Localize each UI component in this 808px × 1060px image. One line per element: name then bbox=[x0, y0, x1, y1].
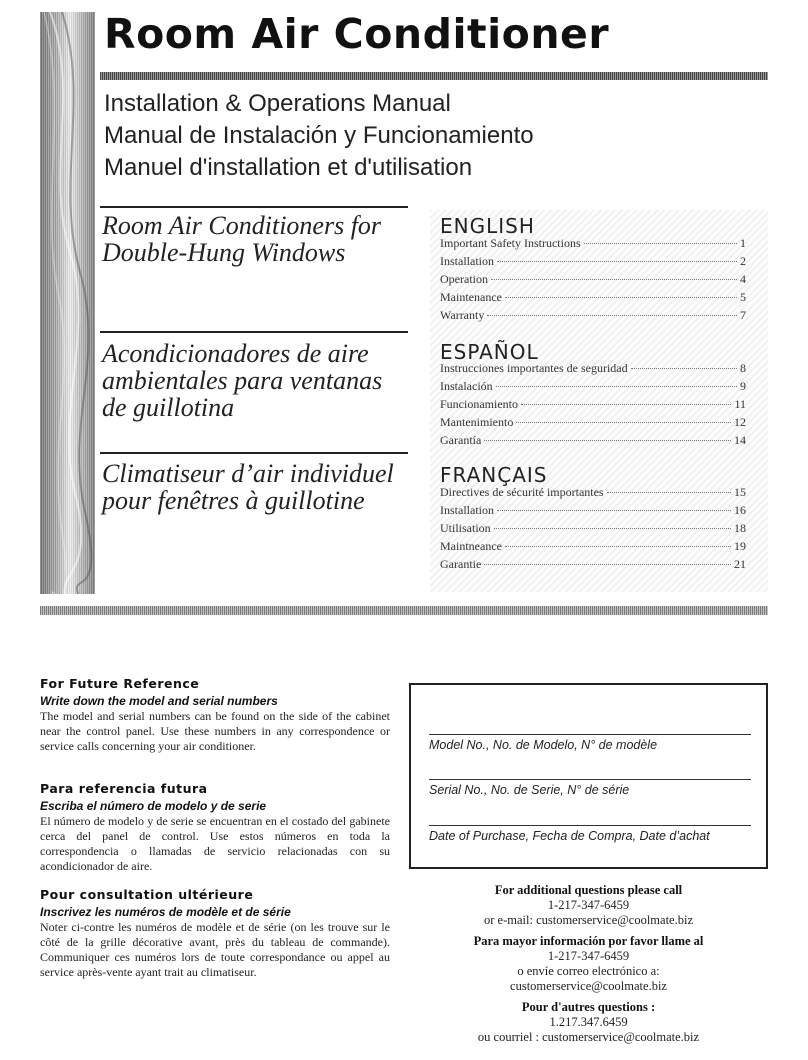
product-title-spanish bbox=[102, 340, 422, 421]
toc-entry[interactable] bbox=[440, 379, 746, 397]
product-rule bbox=[100, 331, 408, 333]
toc-entry-label: Important Safety Instructions bbox=[440, 236, 581, 250]
dot-leader bbox=[494, 528, 731, 529]
dot-leader bbox=[487, 315, 737, 316]
product-line: Room Air Conditioners for bbox=[102, 211, 382, 240]
section-divider bbox=[40, 606, 768, 615]
contact-phone[interactable]: 1-217-347-6459 bbox=[547, 949, 630, 963]
wave-pattern-icon bbox=[40, 12, 95, 594]
record-box bbox=[409, 683, 768, 869]
toc-entry-label: Installation bbox=[440, 254, 494, 268]
toc-entry[interactable] bbox=[440, 308, 746, 326]
toc-entry[interactable] bbox=[440, 415, 746, 433]
toc-entry-label: Directives de sécurité importantes bbox=[440, 485, 604, 499]
toc-entry[interactable] bbox=[440, 397, 746, 415]
reference-subheading: Write down the model and serial numbers bbox=[40, 694, 278, 708]
contact-english bbox=[409, 883, 768, 928]
toc-entry-page: 1 bbox=[740, 236, 746, 250]
dot-leader bbox=[484, 440, 731, 441]
page-title: Room Air Conditioner bbox=[104, 10, 610, 58]
reference-block-spanish bbox=[40, 781, 390, 874]
toc-entry-page: 16 bbox=[734, 503, 746, 517]
toc-entry[interactable] bbox=[440, 539, 746, 557]
serial-number-label: Serial No., No. de Serie, N° de série bbox=[429, 783, 630, 797]
model-number-field[interactable] bbox=[429, 734, 751, 752]
dot-leader bbox=[516, 422, 731, 423]
subtitle-french: Manuel d'installation et d'utilisation bbox=[104, 154, 473, 181]
dot-leader bbox=[521, 404, 731, 405]
toc-entry-page: 14 bbox=[734, 433, 746, 447]
toc-entry-label: Garantie bbox=[440, 557, 482, 571]
toc-entry[interactable] bbox=[440, 557, 746, 575]
toc-entry-page: 19 bbox=[734, 539, 746, 553]
toc-entry-page: 2 bbox=[740, 254, 746, 268]
contact-email[interactable]: customerservice@coolmate.biz bbox=[510, 979, 667, 993]
reference-heading: Pour consultation ultérieure bbox=[40, 887, 254, 902]
toc-entry-label: Operation bbox=[440, 272, 488, 286]
toc-entry-page: 8 bbox=[740, 361, 746, 375]
toc-entry-page: 21 bbox=[734, 557, 746, 571]
decorative-side-band bbox=[40, 12, 95, 594]
contact-heading: Para mayor información por favor llame al bbox=[473, 934, 704, 948]
toc-entry[interactable] bbox=[440, 485, 746, 503]
toc-entry-label: Garantía bbox=[440, 433, 482, 447]
toc-heading-french: FRANÇAIS bbox=[440, 463, 548, 487]
title-rule bbox=[100, 72, 768, 80]
reference-body: Noter ci-contre les numéros de modèle et de série (on les trouve sur le côté de la grille décorative avant, près du tableau de commande). Communiquer ces numéros lors de toute correspondance ou appel au service après-vente ayant trait au climatiseur. bbox=[40, 920, 390, 979]
reference-subheading: Inscrivez les numéros de modèle et de série bbox=[40, 905, 291, 919]
toc-entry-page: 11 bbox=[734, 397, 746, 411]
toc-entry-label: Warranty bbox=[440, 308, 485, 322]
reference-block-english bbox=[40, 676, 390, 754]
product-rule bbox=[100, 452, 408, 454]
toc-entry-page: 9 bbox=[740, 379, 746, 393]
reference-subheading: Escriba el número de modelo y de serie bbox=[40, 799, 267, 813]
toc-entry-label: Installation bbox=[440, 503, 494, 517]
dot-leader bbox=[497, 261, 737, 262]
toc-list-french bbox=[440, 485, 746, 575]
purchase-date-field[interactable] bbox=[429, 825, 751, 843]
dot-leader bbox=[497, 510, 731, 511]
product-title-english bbox=[102, 212, 422, 266]
subtitle-spanish: Manual de Instalación y Funcionamiento bbox=[104, 122, 534, 149]
reference-heading: For Future Reference bbox=[40, 676, 200, 691]
product-line: de guillotina bbox=[102, 393, 235, 422]
toc-entry-label: Maintneance bbox=[440, 539, 502, 553]
write-line bbox=[429, 779, 751, 780]
product-line: Double-Hung Windows bbox=[102, 238, 346, 267]
product-line: pour fenêtres à guillotine bbox=[102, 486, 365, 515]
toc-entry[interactable] bbox=[440, 236, 746, 254]
contact-email[interactable]: or e-mail: customerservice@coolmate.biz bbox=[484, 913, 693, 927]
dot-leader bbox=[505, 546, 731, 547]
toc-entry[interactable] bbox=[440, 521, 746, 539]
serial-number-field[interactable] bbox=[429, 779, 751, 797]
toc-entry[interactable] bbox=[440, 272, 746, 290]
dot-leader bbox=[607, 492, 731, 493]
dot-leader bbox=[484, 564, 731, 565]
toc-entry-label: Instalación bbox=[440, 379, 493, 393]
purchase-date-label: Date of Purchase, Fecha de Compra, Date d’achat bbox=[429, 829, 710, 843]
product-line: Climatiseur d’air individuel bbox=[102, 459, 394, 488]
contact-text: o envíe correo electrónico a: bbox=[517, 964, 660, 978]
toc-entry[interactable] bbox=[440, 290, 746, 308]
product-line: Acondicionadores de aire bbox=[102, 339, 369, 368]
write-line bbox=[429, 734, 751, 735]
reference-body: The model and serial numbers can be found on the side of the cabinet near the control panel. Use these numbers in any correspondence or service calls concerning your air conditioner. bbox=[40, 709, 390, 753]
toc-entry-label: Mantenimiento bbox=[440, 415, 514, 429]
toc-entry-page: 15 bbox=[734, 485, 746, 499]
contact-spanish bbox=[409, 934, 768, 994]
subtitle-english: Installation & Operations Manual bbox=[104, 90, 451, 117]
product-title-french bbox=[102, 460, 422, 514]
toc-entry-page: 18 bbox=[734, 521, 746, 535]
contact-email[interactable]: ou courriel : customerservice@coolmate.biz bbox=[477, 1030, 700, 1044]
contact-heading: For additional questions please call bbox=[494, 883, 683, 897]
toc-entry-label: Maintenance bbox=[440, 290, 502, 304]
write-line bbox=[429, 825, 751, 826]
subtitle-group bbox=[104, 88, 534, 184]
toc-heading-spanish: ESPAÑOL bbox=[440, 340, 539, 364]
dot-leader bbox=[496, 386, 737, 387]
toc-entry-page: 7 bbox=[740, 308, 746, 322]
toc-entry[interactable] bbox=[440, 433, 746, 451]
toc-entry[interactable] bbox=[440, 503, 746, 521]
toc-heading-english: ENGLISH bbox=[440, 214, 535, 238]
toc-list-english bbox=[440, 236, 746, 326]
toc-entry[interactable] bbox=[440, 254, 746, 272]
toc-entry-label: Utilisation bbox=[440, 521, 491, 535]
contact-phone[interactable]: 1-217-347-6459 bbox=[547, 898, 630, 912]
model-number-label: Model No., No. de Modelo, N° de modèle bbox=[429, 738, 658, 752]
reference-body: El número de modelo y de serie se encuentran en el costado del gabinete cerca del panel de control. Use estos números en toda la correspondencia o llamadas de servicio relacionadas con su acondicionador de aire. bbox=[40, 814, 390, 873]
toc-entry-page: 12 bbox=[734, 415, 746, 429]
contact-phone[interactable]: 1.217.347.6459 bbox=[549, 1015, 628, 1029]
toc-entry-page: 5 bbox=[740, 290, 746, 304]
contact-french bbox=[409, 1000, 768, 1045]
contact-heading: Pour d'autres questions : bbox=[521, 1000, 656, 1014]
toc-entry[interactable] bbox=[440, 361, 746, 379]
dot-leader bbox=[505, 297, 737, 298]
dot-leader bbox=[584, 243, 737, 244]
product-line: ambientales para ventanas bbox=[102, 366, 383, 395]
toc-entry-label: Instrucciones importantes de seguridad bbox=[440, 361, 628, 375]
toc-entry-label: Funcionamiento bbox=[440, 397, 518, 411]
product-rule bbox=[100, 206, 408, 208]
toc-list-spanish bbox=[440, 361, 746, 451]
dot-leader bbox=[631, 368, 737, 369]
reference-block-french bbox=[40, 887, 390, 980]
toc-entry-page: 4 bbox=[740, 272, 746, 286]
dot-leader bbox=[491, 279, 737, 280]
reference-heading: Para referencia futura bbox=[40, 781, 208, 796]
